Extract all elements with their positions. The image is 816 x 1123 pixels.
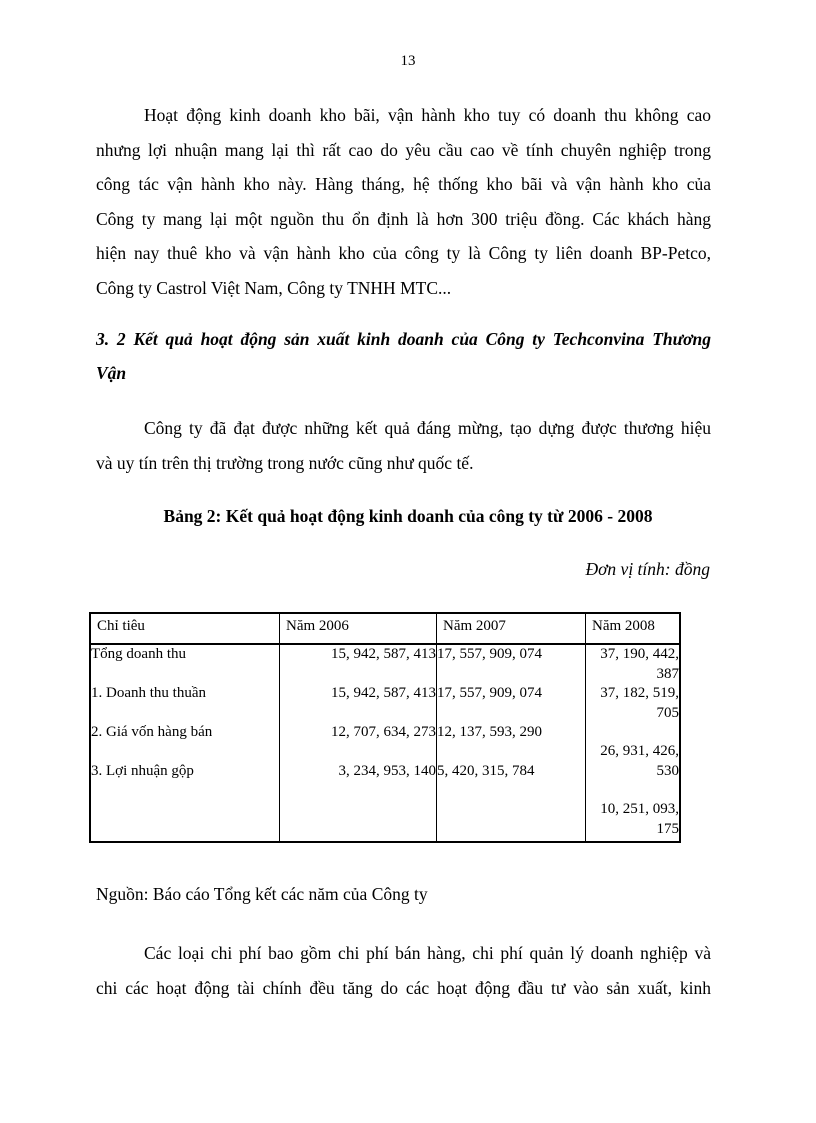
row-label: 3. Lợi nhuận gộp [91, 763, 194, 779]
value-2006: 15, 942, 587, 413 [331, 685, 436, 701]
value-2008-part: 26, 931, 426, [600, 743, 679, 759]
text-line: Hoạt động kinh doanh kho bãi, vận hành kho tuy có doanh thu không cao [144, 105, 711, 125]
heading-line: 3. 2 Kết quả hoạt động sản xuất kinh doanh của Công ty Techconvina Thương [96, 329, 711, 349]
text-line: hiện nay thuê kho và vận hành kho của công ty là Công ty liên doanh BP-Petco, [96, 243, 711, 264]
text-line: công tác vận hành kho này. Hàng tháng, hệ thống kho bãi và vận hành kho của [96, 174, 711, 195]
paragraph-achievements [96, 411, 711, 480]
section-heading [96, 322, 711, 390]
row-label: Tổng doanh thu [91, 646, 186, 662]
year-2007-column [437, 644, 586, 842]
value-2008-part: 387 [656, 665, 679, 682]
text-line: Các loại chi phí bao gồm chi phí bán hàng, chi phí quản lý doanh nghiệp và [144, 943, 711, 963]
value-2008 [586, 800, 679, 839]
header-criteria: Chỉ tiêu [90, 613, 280, 644]
value-2008 [586, 645, 679, 684]
header-2006: Năm 2006 [280, 613, 437, 644]
value-2007: 5, 420, 315, 784 [437, 763, 535, 779]
value-2008 [586, 742, 679, 781]
business-results-table [89, 612, 681, 843]
value-2008-part: 705 [656, 704, 679, 721]
value-2007: 17, 557, 909, 074 [437, 646, 542, 662]
table-body-row [90, 644, 680, 842]
table-caption: Bảng 2: Kết quả hoạt động kinh doanh của công ty từ 2006 - 2008 [163, 506, 653, 526]
value-2008-part: 530 [656, 762, 679, 779]
value-2006: 3, 234, 953, 140 [338, 763, 436, 779]
criteria-column [90, 644, 280, 842]
text-line: chi các hoạt động tài chính đều tăng do các hoạt động đầu tư vào sản xuất, kinh [96, 977, 711, 998]
text-line: Công ty Castrol Việt Nam, Công ty TNHH MTC... [96, 277, 452, 298]
paragraph-warehouse-business [96, 98, 711, 306]
header-2008: Năm 2008 [586, 613, 681, 644]
year-2006-column [280, 644, 437, 842]
paragraph-costs [96, 936, 711, 1005]
table-header-row [90, 613, 680, 644]
year-2008-column [586, 644, 681, 842]
value-2008-part: 10, 251, 093, [600, 801, 679, 817]
header-2007: Năm 2007 [437, 613, 586, 644]
text-line: nhưng lợi nhuận mang lại thì rất cao do yêu cầu cao về tính chuyên nghiệp trong [96, 139, 711, 160]
value-2007: 17, 557, 909, 074 [437, 685, 542, 701]
row-label: 1. Doanh thu thuần [91, 685, 206, 701]
source-note: Nguồn: Báo cáo Tổng kết các năm của Công ty [96, 884, 428, 904]
text-line: và uy tín trên thị trường trong nước cũng như quốc tế. [96, 452, 474, 473]
value-2006: 15, 942, 587, 413 [331, 646, 436, 662]
text-line: Công ty đã đạt được những kết quả đáng mừng, tạo dựng được thương hiệu [144, 418, 711, 438]
row-label: 2. Giá vốn hàng bán [91, 724, 213, 740]
unit-label: Đơn vị tính: đồng [585, 559, 710, 579]
value-2008-part: 37, 182, 519, [600, 685, 679, 701]
text-line: Công ty mang lại một nguồn thu ổn định là hơn 300 triệu đồng. Các khách hàng [96, 208, 711, 229]
page-number: 13 [400, 53, 416, 69]
value-2008-part: 37, 190, 442, [600, 646, 679, 662]
value-2006: 12, 707, 634, 273 [331, 724, 436, 740]
value-2007: 12, 137, 593, 290 [437, 724, 542, 740]
value-2008-part: 175 [656, 820, 679, 837]
heading-line: Vận [96, 363, 127, 383]
value-2008 [586, 684, 679, 723]
